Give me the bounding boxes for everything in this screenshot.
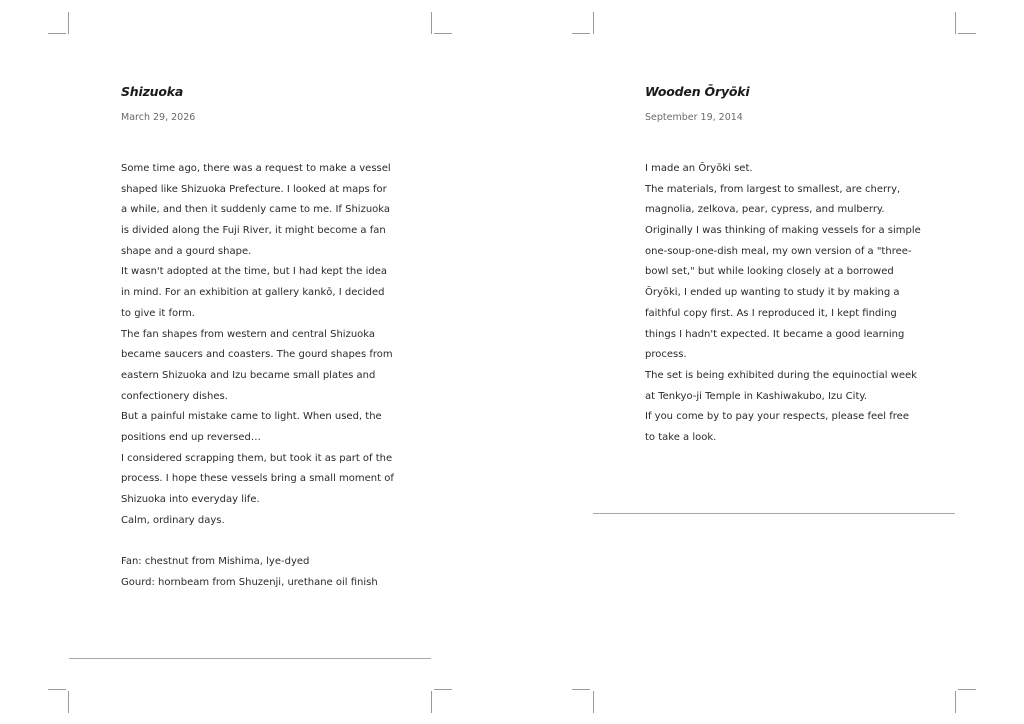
crop-mark (434, 689, 452, 690)
body-line: at Tenkyo-ji Temple in Kashiwakubo, Izu City. (645, 390, 868, 402)
crop-mark (431, 12, 432, 34)
body-line: The materials, from largest to smallest, are cherry, (645, 183, 901, 195)
crop-mark (48, 689, 66, 690)
crop-mark (955, 691, 956, 713)
body-line: to take a look. (645, 431, 717, 443)
body-line: process. (645, 349, 687, 361)
body-line: But a painful mistake came to light. When used, the (121, 411, 382, 423)
body-line: It wasn't adopted at the time, but I had kept the idea (121, 266, 387, 278)
body-line: I made an Ōryōki set. (645, 163, 753, 174)
body-line: Calm, ordinary days. (121, 514, 225, 526)
body-line (121, 531, 421, 552)
body-line: Some time ago, there was a request to make a vessel (121, 163, 391, 174)
body-line: I considered scrapping them, but took it as part of the (121, 452, 393, 464)
page-divider-rule (593, 513, 955, 514)
crop-mark (958, 33, 976, 34)
body-line: became saucers and coasters. The gourd shapes from (121, 349, 393, 361)
crop-mark (593, 691, 594, 713)
crop-mark (68, 12, 69, 34)
body-line: eastern Shizuoka and Izu became small plates and (121, 369, 376, 381)
article-title: Shizuoka (121, 84, 184, 99)
body-line: things I hadn't expected. It became a good learning (645, 328, 905, 340)
article-title: Wooden Ōryōki (645, 84, 750, 99)
crop-mark (68, 691, 69, 713)
crop-mark (958, 689, 976, 690)
body-line: confectionery dishes. (121, 390, 228, 402)
article-date: September 19, 2014 (645, 112, 743, 123)
body-line: shape and a gourd shape. (121, 245, 252, 257)
crop-mark (572, 33, 590, 34)
body-line: Shizuoka into everyday life. (121, 494, 260, 505)
body-line: shaped like Shizuoka Prefecture. I looked at maps for (121, 183, 387, 195)
body-line: process. I hope these vessels bring a small moment of (121, 473, 394, 485)
crop-mark (431, 691, 432, 713)
body-line: to give it form. (121, 307, 195, 319)
crop-mark (572, 689, 590, 690)
body-line: positions end up reversed… (121, 431, 261, 443)
body-line: a while, and then it suddenly came to me. If Shizuoka (121, 204, 391, 216)
article-body (645, 159, 945, 449)
page-divider-rule (69, 658, 431, 659)
body-line: magnolia, zelkova, pear, cypress, and mulberry. (645, 204, 885, 216)
article-body (121, 159, 421, 593)
crop-mark (955, 12, 956, 34)
body-line: bowl set," but while looking closely at a borrowed (645, 266, 894, 278)
crop-mark (48, 33, 66, 34)
body-line: Gourd: hornbeam from Shuzenji, urethane oil finish (121, 576, 378, 588)
body-line: Ōryōki, I ended up wanting to study it by making a (645, 287, 900, 299)
body-line: The set is being exhibited during the equinoctial week (645, 369, 917, 381)
body-line: Fan: chestnut from Mishima, lye-dyed (121, 556, 310, 568)
body-line: faithful copy first. As I reproduced it, I kept finding (645, 307, 897, 319)
body-line: in mind. For an exhibition at gallery kankō, I decided (121, 287, 385, 299)
body-line: The fan shapes from western and central Shizuoka (121, 328, 376, 340)
body-line: is divided along the Fuji River, it might become a fan (121, 225, 386, 237)
article-date: March 29, 2026 (121, 112, 196, 123)
crop-mark (434, 33, 452, 34)
body-line: Originally I was thinking of making vessels for a simple (645, 225, 921, 237)
crop-mark (593, 12, 594, 34)
body-line: one-soup-one-dish meal, my own version of a "three- (645, 245, 912, 257)
body-line: If you come by to pay your respects, please feel free (645, 411, 909, 423)
